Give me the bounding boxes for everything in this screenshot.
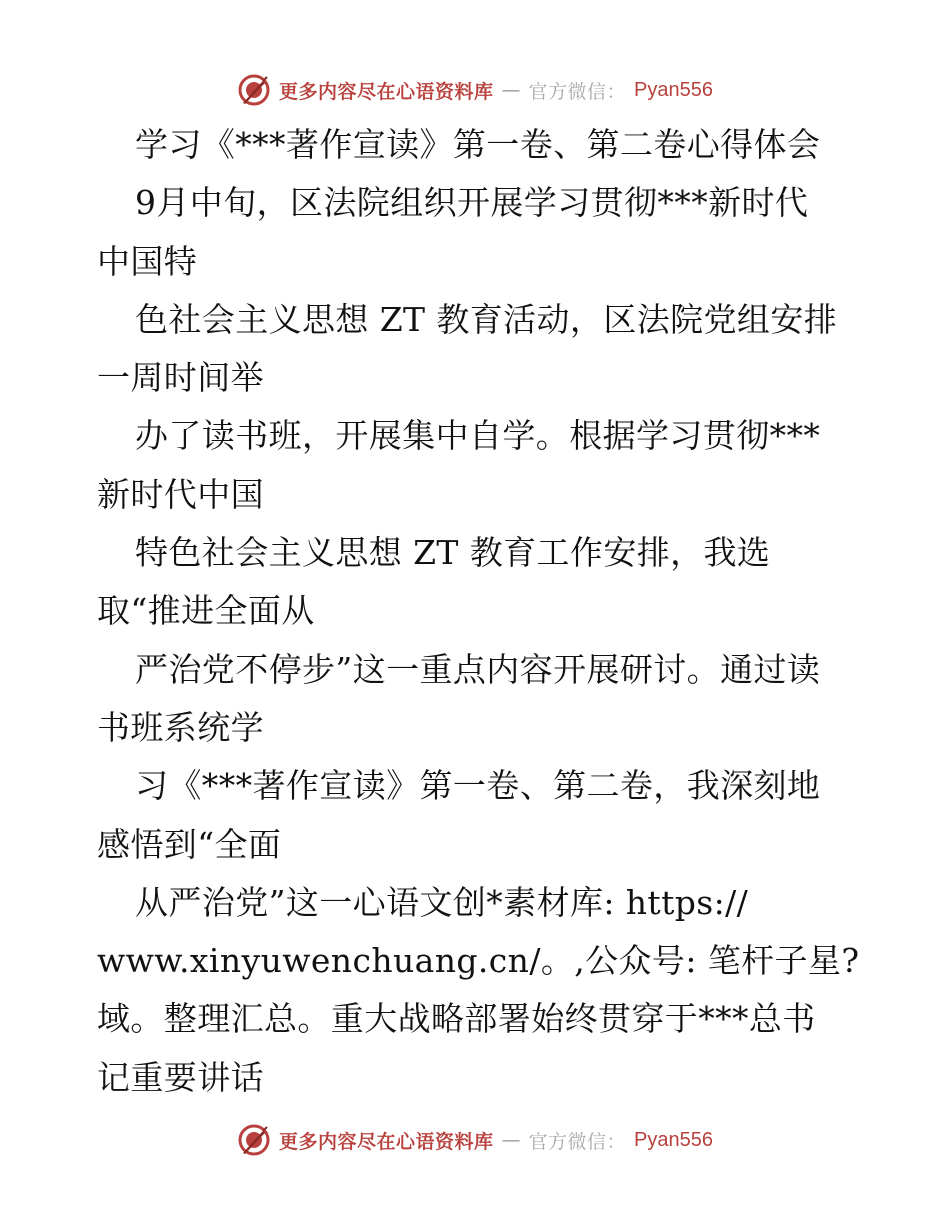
header-banner	[0, 68, 950, 112]
wechat-id: Pyan556	[634, 78, 713, 101]
text-line: 办了读书班，开展集中自学。根据学习贯彻***	[135, 416, 821, 456]
promo-text: 更多内容尽在心语资料库	[279, 80, 494, 103]
text-line: 色社会主义思想 ZT 教育活动，区法院党组安排	[135, 299, 838, 339]
official-wechat-label: 官方微信：	[528, 1130, 627, 1153]
text-line: 书班系统学	[97, 707, 264, 747]
pen-logo-icon	[237, 1123, 271, 1157]
text-line: 特色社会主义思想 ZT 教育工作安排，我选	[135, 533, 771, 573]
text-line: 记重要讲话	[97, 1057, 264, 1097]
wechat-id: Pyan556	[634, 1128, 713, 1151]
text-line: 感悟到“全面	[97, 824, 282, 864]
text-line: www.xinyuwenchuang.cn/。,公众号: 笔杆子星?	[97, 941, 860, 981]
text-line: 域。整理汇总。重大战略部署始终贯穿于***总书	[97, 999, 816, 1039]
document-title: 学习《***著作宣读》第一卷、第二卷心得体会	[135, 125, 821, 164]
text-line: 中国特	[97, 241, 198, 281]
pen-logo-icon	[237, 73, 271, 107]
text-line: 严治党不停步”这一重点内容开展研讨。通过读	[135, 649, 821, 689]
text-line: 9月中旬，区法院组织开展学习贯彻***新时代	[135, 183, 809, 223]
text-line: 习《***著作宣读》第一卷、第二卷，我深刻地	[135, 766, 821, 806]
text-line: 从严治党”这一心语文创*素材库: https://	[135, 882, 749, 922]
text-line: 新时代中国	[97, 474, 264, 514]
footer-banner	[0, 1118, 950, 1162]
text-line: 一周时间举	[97, 358, 264, 398]
official-wechat-label: 官方微信：	[528, 80, 627, 103]
promo-text: 更多内容尽在心语资料库	[279, 1130, 494, 1153]
separator-dash: —	[501, 1129, 521, 1151]
separator-dash: —	[501, 79, 521, 101]
text-line: 取“推进全面从	[97, 591, 315, 631]
document-body	[97, 116, 860, 1107]
